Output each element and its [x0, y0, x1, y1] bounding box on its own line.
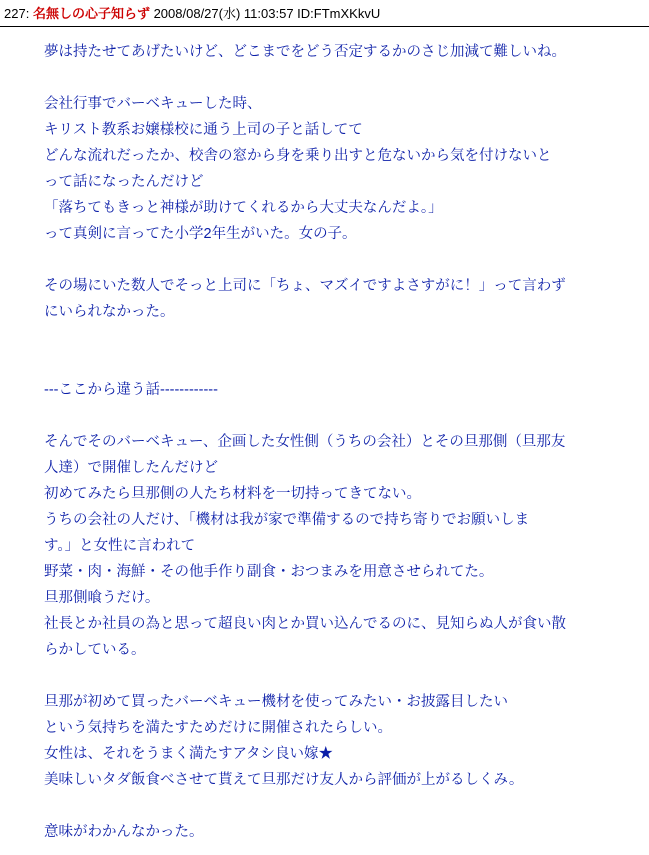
blank-line [44, 65, 639, 91]
text-line: そんでそのバーベキュー、企画した女性側（うちの会社）とその旦那側（旦那友 [44, 434, 566, 450]
text-line: 夢は持たせてあげたいけど、どこまでをどう否定するかのさじ加減て難しいね。 [44, 44, 566, 60]
text-line: 社長とか社員の為と思って超良い肉とか買い込んでるのに、見知らぬ人が食い散 [44, 616, 566, 632]
text-line: 旦那が初めて買ったバーベキュー機材を使ってみたい・お披露目したい [44, 694, 508, 710]
text-line: 意味がわかんなかった。 [44, 824, 204, 840]
blank-line [44, 663, 639, 689]
post-number: 227: [4, 6, 30, 21]
text-line: うちの会社の人だけ、「機材は我が家で準備するので持ち寄りでお願いしま [44, 512, 530, 528]
text-line: 女性は、それをうまく満たすアタシ良い嫁★ [44, 746, 333, 762]
text-line: って真剣に言ってた小学2年生がいた。女の子。 [44, 226, 357, 242]
text-line: 「落ちてもきっと神様が助けてくれるから大丈夫なんだよ。」 [44, 200, 443, 216]
post-header [0, 0, 649, 26]
paragraph [44, 39, 639, 65]
text-line: ---ここから違う話------------ [44, 382, 218, 398]
blank-line [44, 403, 639, 429]
text-line: その場にいた数人でそっと上司に「ちょ、マズイですよさすがに！」って言わず [44, 278, 566, 294]
text-line: どんな流れだったか、校舎の窓から身を乗り出すと危ないから気を付けないと [44, 148, 552, 164]
paragraph [44, 377, 639, 403]
text-line: 美味しいタダ飯食べさせて貰えて旦那だけ友人から評価が上がるしくみ。 [44, 772, 524, 788]
post-body [0, 27, 649, 855]
paragraph [44, 273, 639, 325]
text-line: 人達）で開催したんだけど [44, 460, 218, 476]
paragraph [44, 689, 639, 793]
text-line: という気持ちを満たすためだけに開催されたらしい。 [44, 720, 392, 736]
text-line: キリスト教系お嬢様校に通う上司の子と話してて [44, 122, 363, 138]
paragraph [44, 429, 639, 663]
text-line: って話になったんだけど [44, 174, 204, 190]
text-line: 旦那側喰うだけ。 [44, 590, 160, 606]
paragraph [44, 91, 639, 247]
blank-line [44, 793, 639, 819]
blank-line [44, 247, 639, 273]
text-line: 会社行事でバーベキューした時、 [44, 96, 262, 112]
blank-line [44, 351, 639, 377]
post-author-name: 名無しの心子知らず [32, 6, 150, 21]
blank-line [44, 325, 639, 351]
text-line: らかしている。 [44, 642, 146, 658]
text-line: 野菜・肉・海鮮・その他手作り副食・おつまみを用意させられてた。 [44, 564, 494, 580]
text-line: す。」と女性に言われて [44, 538, 196, 554]
paragraph [44, 819, 639, 845]
post-date-id: 2008/08/27(水) 11:03:57 ID:FTmXKkvU [153, 6, 381, 21]
text-line: 初めてみたら旦那側の人たち材料を一切持ってきてない。 [44, 486, 421, 502]
text-line: にいられなかった。 [44, 304, 175, 320]
